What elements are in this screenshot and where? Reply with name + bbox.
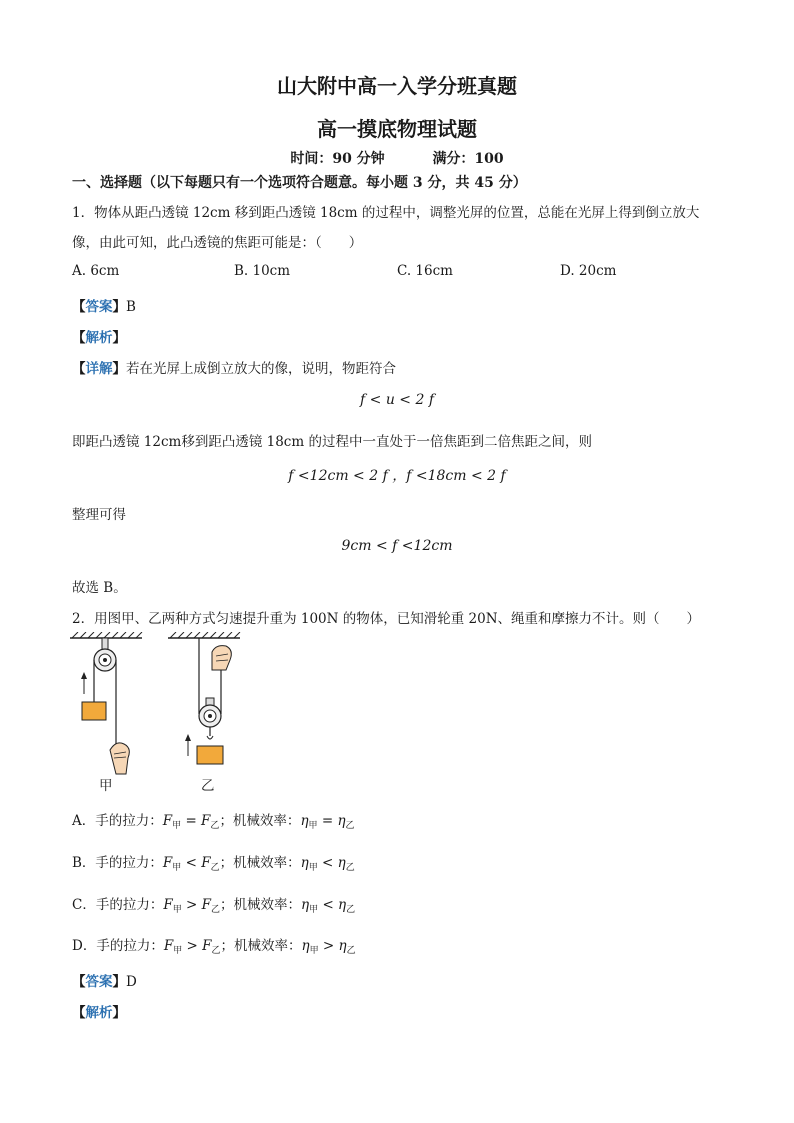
q1-line-2: 即距凸透镜 12cm移到距凸透镜 18cm 的过程中一直处于一倍焦距到二倍焦距之间，则 [72, 434, 592, 450]
q1-conclusion: 故选 B。 [72, 580, 127, 596]
pulley-figure [70, 632, 250, 792]
section-heading: 一、选择题（以下每题只有一个选项符合题意。每小题 3 分，共 45 分） [72, 175, 527, 191]
q1-formula-1: f < u < 2 f [360, 392, 434, 408]
fixed-pulley-diagram [70, 632, 142, 774]
q1-stem-line1: 1．物体从距凸透镜 12cm 移到距凸透镜 18cm 的过程中，调整光屏的位置，总能在光屏上得到倒立放大 [72, 205, 700, 221]
q1-option-a: A. 6cm [72, 263, 120, 279]
q1-stem-line2: 像，由此可知，此凸透镜的焦距可能是：（ ） [72, 235, 363, 251]
fig-label-a: 甲 [99, 778, 113, 794]
q2-option-a: A．手的拉力：$F_甲 = F_乙$；机械效率：$\eta_甲 = \eta_乙$ [72, 813, 355, 831]
q1-answer [72, 295, 136, 315]
movable-pulley-diagram [168, 632, 240, 764]
exam-subtitle: 高一摸底物理试题 [317, 117, 477, 141]
q2-stem: 2．用图甲、乙两种方式匀速提升重为 100N 的物体，已知滑轮重 20N、绳重和摩擦力不计。则（ ） [72, 611, 701, 627]
score-label: 满分：100 [432, 151, 504, 167]
fig-label-b: 乙 [201, 778, 215, 794]
answer-tag: 【答案】 [72, 974, 126, 990]
time-label: 时间：90 分钟 [290, 151, 385, 167]
exam-meta [0, 148, 794, 168]
detail-tag: 【详解】 [72, 361, 126, 377]
q1-line-3: 整理可得 [72, 507, 126, 523]
q1-answer-value: B [126, 299, 136, 315]
q2-answer-value: D [126, 974, 137, 990]
q2-option-d: D．手的拉力：$F_甲 > F_乙$；机械效率：$\eta_甲 > \eta_乙$ [72, 938, 356, 956]
q1-formula-3: 9cm < f <12cm [341, 538, 453, 554]
q1-analysis [72, 326, 126, 346]
q1-option-d: D. 20cm [560, 263, 617, 279]
analysis-tag: 【解析】 [72, 330, 126, 346]
q2-analysis [72, 1001, 126, 1021]
q2-answer [72, 970, 137, 990]
answer-tag: 【答案】 [72, 299, 126, 315]
q1-detail [72, 357, 396, 377]
exam-title: 山大附中高一入学分班真题 [277, 74, 517, 98]
analysis-tag: 【解析】 [72, 1005, 126, 1021]
q1-detail-text: 若在光屏上成倒立放大的像，说明，物距符合 [126, 361, 396, 377]
q1-formula-2: f <12cm < 2 f ，f <18cm < 2 f [288, 468, 506, 484]
q2-option-b: B．手的拉力：$F_甲 < F_乙$；机械效率：$\eta_甲 < \eta_乙$ [72, 855, 355, 873]
q2-option-c: C．手的拉力：$F_甲 > F_乙$；机械效率：$\eta_甲 < \eta_乙$ [72, 897, 356, 915]
q1-option-c: C. 16cm [397, 263, 453, 279]
q1-option-b: B. 10cm [234, 263, 291, 279]
